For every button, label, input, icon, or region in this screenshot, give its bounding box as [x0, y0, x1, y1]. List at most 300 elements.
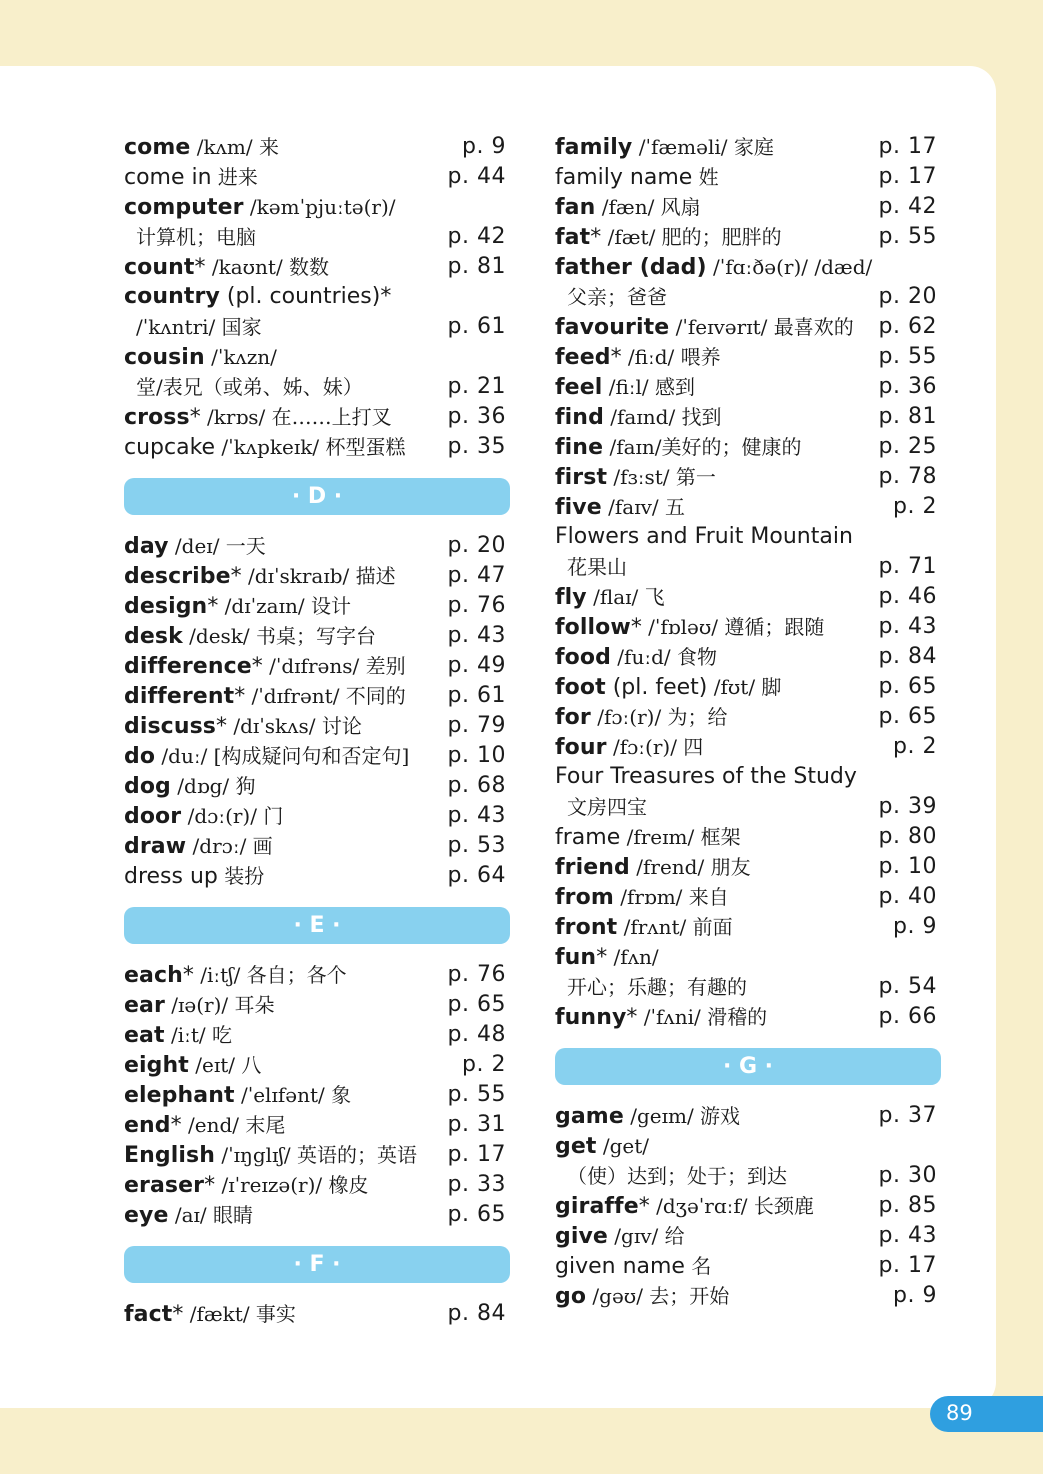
- meaning: 装扮: [217, 864, 265, 888]
- entry-line: [555, 1131, 945, 1161]
- page-reference: p. 20: [447, 533, 506, 558]
- entry-line: [555, 402, 945, 432]
- page-reference: p. 85: [878, 1193, 937, 1218]
- page-reference: p. 40: [878, 884, 937, 909]
- page-reference: p. 39: [878, 794, 937, 819]
- glossary-entry: [555, 732, 945, 762]
- meaning: 描述: [349, 564, 396, 588]
- meaning: 飞: [638, 585, 665, 609]
- section-header: · D ·: [124, 478, 510, 515]
- entry-line: [555, 852, 945, 882]
- page-reference: p. 9: [462, 134, 506, 159]
- meaning: 第一: [669, 465, 716, 489]
- phonetic: /iːt/: [164, 1023, 206, 1047]
- meaning: 八: [235, 1053, 262, 1077]
- phonetic: /fiːl/: [602, 375, 649, 399]
- entry-text: *: [204, 1173, 216, 1198]
- meaning: 来自: [682, 885, 729, 909]
- meaning: 狗: [229, 774, 256, 798]
- phonetic: /fɔː(r)/: [590, 705, 662, 729]
- meaning: 来: [252, 135, 279, 159]
- glossary-entry: [124, 1110, 514, 1140]
- headword: fat: [555, 225, 591, 250]
- meaning: 风扇: [654, 195, 701, 219]
- meaning: （使）达到；处于；到达: [567, 1164, 787, 1188]
- entry-line: [124, 1110, 514, 1140]
- glossary-entry: [555, 372, 945, 402]
- page-reference: p. 55: [447, 1082, 506, 1107]
- headword: fact: [124, 1302, 173, 1327]
- phonetic: /ˈɪŋglɪʃ/: [214, 1143, 291, 1167]
- phonetic: /ɪˈreɪzə(r)/: [215, 1173, 323, 1197]
- phonetic: /ˈfæməli/: [632, 135, 728, 159]
- meaning: 美好的；健康的: [661, 435, 802, 459]
- phonetic: /faɪn/: [603, 435, 662, 459]
- page-reference: p. 47: [447, 563, 506, 588]
- section-header: · F ·: [124, 1246, 510, 1283]
- page-reference: p. 10: [878, 854, 937, 879]
- phonetic: /fæn/: [595, 195, 655, 219]
- meaning: 一天: [219, 534, 266, 558]
- entry-line: [124, 741, 514, 771]
- entry-text: *: [596, 945, 608, 970]
- phonetic: /faɪv/: [601, 495, 659, 519]
- page-reference: p. 66: [878, 1004, 937, 1029]
- page-reference: p. 31: [447, 1112, 506, 1137]
- phonetic: /ɪə(r)/: [164, 993, 229, 1017]
- glossary-entry: [555, 312, 945, 342]
- page-reference: p. 30: [878, 1163, 937, 1188]
- phonetic: /ˈdɪfrənt/: [245, 684, 340, 708]
- phonetic: /frʌnt/: [617, 915, 687, 939]
- entry-line: [124, 561, 514, 591]
- entry-line: [124, 990, 514, 1020]
- entry-line: [555, 252, 945, 282]
- page-reference: p. 48: [447, 1022, 506, 1047]
- headword: front: [555, 915, 618, 940]
- entry-line: [124, 132, 514, 162]
- glossary-entry: [555, 522, 945, 582]
- entry-line: [124, 1080, 514, 1110]
- meaning: 橡皮: [322, 1173, 369, 1197]
- meaning: 滑稽的: [700, 1005, 768, 1029]
- page-reference: p. 62: [878, 314, 937, 339]
- headword: country: [124, 284, 220, 309]
- glossary-entry: [124, 1200, 514, 1230]
- meaning: 去；开始: [642, 1284, 730, 1308]
- headword: discuss: [124, 714, 216, 739]
- phonetic: /frɒm/: [613, 885, 683, 909]
- entry-line: [124, 711, 514, 741]
- headword: end: [124, 1113, 171, 1138]
- headword: game: [555, 1104, 624, 1129]
- meaning: 耳朵: [228, 993, 275, 1017]
- glossary-entry: [124, 1020, 514, 1050]
- meaning: 前面: [686, 915, 733, 939]
- entry-text: family name: [555, 165, 693, 190]
- glossary-entry: [124, 561, 514, 591]
- headword: different: [124, 684, 235, 709]
- headword: friend: [555, 855, 630, 880]
- page-reference: p. 65: [447, 992, 506, 1017]
- entry-line: [555, 732, 945, 762]
- entry-line: [124, 861, 514, 891]
- entry-line: [555, 612, 945, 642]
- page-reference: p. 36: [878, 374, 937, 399]
- meaning: 家庭: [727, 135, 774, 159]
- meaning: 游戏: [693, 1104, 741, 1128]
- page-reference: p. 36: [447, 404, 506, 429]
- page-reference: p. 81: [878, 404, 937, 429]
- phonetic: /dɪˈzaɪn/: [218, 594, 305, 618]
- phonetic: /kʌm/: [190, 135, 253, 159]
- glossary-entry: [555, 822, 945, 852]
- headword: English: [124, 1143, 215, 1168]
- meaning: 朋友: [704, 855, 751, 879]
- meaning: 文房四宝: [567, 795, 647, 819]
- entry-text: come in: [124, 165, 212, 190]
- page-reference: p. 54: [878, 974, 937, 999]
- page-reference: p. 42: [447, 224, 506, 249]
- glossary-entry: [555, 462, 945, 492]
- meaning: 找到: [675, 405, 722, 429]
- meaning: 最喜欢的: [767, 315, 854, 339]
- page-reference: p. 64: [447, 863, 506, 888]
- page-reference: p. 49: [447, 653, 506, 678]
- meaning: 国家: [215, 315, 262, 339]
- page-reference: p. 42: [878, 194, 937, 219]
- entry-text: *: [215, 714, 227, 739]
- glossary-entry: [555, 702, 945, 732]
- phonetic: /ˈfɑːðə(r)/ /dæd/: [706, 255, 873, 279]
- page-number: 89: [946, 1401, 973, 1425]
- phonetic: /fuːd/: [610, 645, 671, 669]
- phonetic: /ˈfeɪvərɪt/: [669, 315, 768, 339]
- page-reference: p. 84: [447, 1301, 506, 1326]
- entry-text: *: [234, 684, 246, 709]
- entry-text: *: [194, 255, 206, 280]
- entry-line: [555, 792, 945, 822]
- headword: foot: [555, 675, 606, 700]
- entry-line: [555, 702, 945, 732]
- page-reference: p. 65: [878, 704, 937, 729]
- phonetic: /end/: [181, 1113, 239, 1137]
- meaning: 名: [684, 1254, 712, 1278]
- meaning: 感到: [648, 375, 696, 399]
- page-reference: p. 2: [462, 1052, 506, 1077]
- page-reference: p. 43: [447, 623, 506, 648]
- entry-line: [124, 1140, 514, 1170]
- meaning: 眼睛: [206, 1203, 253, 1227]
- entry-line: [124, 621, 514, 651]
- entry-text: *: [230, 564, 242, 589]
- phonetic: /ˈdɪfrəns/: [262, 654, 360, 678]
- entry-line: [124, 531, 514, 561]
- entry-line: [555, 492, 945, 522]
- glossary-entry: [124, 342, 514, 402]
- meaning: 姓: [692, 165, 719, 189]
- glossary-entry: [555, 402, 945, 432]
- entry-line: [124, 222, 514, 252]
- glossary-entry: [555, 432, 945, 462]
- phonetic: /dɪˈskʌs/: [226, 714, 316, 738]
- entry-text: *: [170, 1113, 182, 1138]
- phonetic: /deɪ/: [168, 534, 220, 558]
- headword: eight: [124, 1053, 189, 1078]
- meaning: 肥的；肥胖的: [655, 225, 782, 249]
- entry-text: *: [638, 1194, 650, 1219]
- headword: computer: [124, 195, 244, 220]
- phonetic: /gɪv/: [607, 1224, 659, 1248]
- glossary-column-right: [555, 132, 945, 1311]
- meaning: 各自；各个: [240, 963, 347, 987]
- entry-line: [555, 942, 945, 972]
- headword: do: [124, 744, 156, 769]
- meaning: 英语的；英语: [290, 1143, 417, 1167]
- phonetic: /fʊt/: [707, 675, 756, 699]
- entry-line: [124, 342, 514, 372]
- phonetic: /dɒg/: [170, 774, 230, 798]
- headword: favourite: [555, 315, 670, 340]
- headword: food: [555, 645, 611, 670]
- glossary-entry: [124, 651, 514, 681]
- glossary-entry: [555, 1101, 945, 1131]
- page-reference: p. 21: [447, 374, 506, 399]
- headword: count: [124, 255, 195, 280]
- glossary-entry: [555, 1002, 945, 1032]
- entry-line: [124, 372, 514, 402]
- phonetic: /ˈkʌntri/: [136, 315, 216, 339]
- headword: fine: [555, 435, 604, 460]
- glossary-entry: [124, 432, 514, 462]
- meaning: 五: [658, 495, 685, 519]
- glossary-entry: [555, 252, 945, 312]
- meaning: 不同的: [339, 684, 406, 708]
- glossary-entry: [124, 1140, 514, 1170]
- page-reference: p. 53: [447, 833, 506, 858]
- entry-line: [124, 192, 514, 222]
- headword: eat: [124, 1023, 165, 1048]
- meaning: 书桌；写字台: [249, 624, 377, 648]
- headword: desk: [124, 624, 183, 649]
- entry-text: *: [172, 1302, 184, 1327]
- glossary-entry: [555, 852, 945, 882]
- meaning: 父亲；爸爸: [567, 285, 667, 309]
- glossary-entry: [124, 162, 514, 192]
- page-reference: p. 76: [447, 962, 506, 987]
- glossary-entry: [124, 801, 514, 831]
- entry-line: [124, 831, 514, 861]
- entry-line: [124, 591, 514, 621]
- entry-text: *: [251, 654, 263, 679]
- glossary-entry: [555, 222, 945, 252]
- entry-text: cupcake: [124, 435, 216, 460]
- entry-line: [555, 312, 945, 342]
- headword: four: [555, 735, 607, 760]
- phonetic: /drɔː/: [186, 834, 247, 858]
- entry-text: *: [207, 594, 219, 619]
- page-reference: p. 17: [878, 134, 937, 159]
- meaning: 事实: [249, 1302, 296, 1326]
- meaning: 进来: [211, 165, 258, 189]
- glossary-entry: [124, 252, 514, 282]
- page-reference: p. 55: [878, 224, 937, 249]
- phonetic: /ˈkʌzn/: [204, 345, 277, 369]
- glossary-entry: [124, 531, 514, 561]
- headword: go: [555, 1284, 587, 1309]
- phonetic: /fæt/: [601, 225, 656, 249]
- headword: ear: [124, 993, 165, 1018]
- page-reference: p. 65: [447, 1202, 506, 1227]
- glossary-entry: [555, 1251, 945, 1281]
- phonetic: /kaʊnt/: [205, 255, 283, 279]
- entry-text: *: [590, 225, 602, 250]
- entry-line: [555, 282, 945, 312]
- page-reference: p. 46: [878, 584, 937, 609]
- page-reference: p. 17: [447, 1142, 506, 1167]
- headword: giraffe: [555, 1194, 639, 1219]
- glossary-entry: [555, 642, 945, 672]
- glossary-entry: [555, 1131, 945, 1191]
- entry-line: [555, 912, 945, 942]
- headword: father (dad): [555, 255, 707, 280]
- headword: door: [124, 804, 182, 829]
- entry-line: [555, 552, 945, 582]
- glossary-entry: [124, 771, 514, 801]
- headword: come: [124, 135, 191, 160]
- page-reference: p. 43: [878, 1223, 937, 1248]
- phonetic: /fʌn/: [607, 945, 659, 969]
- entry-line: [124, 1020, 514, 1050]
- phonetic: /fiːd/: [621, 345, 675, 369]
- entry-text: frame: [555, 825, 621, 850]
- entry-line: [124, 432, 514, 462]
- meaning: 遵循；跟随: [717, 615, 825, 639]
- meaning: 画: [246, 834, 273, 858]
- phonetic: /kəmˈpjuːtə(r)/: [243, 195, 396, 219]
- glossary-entry: [124, 282, 514, 342]
- phonetic: /dɔː(r)/: [181, 804, 257, 828]
- headword: follow: [555, 615, 631, 640]
- meaning: 框架: [694, 825, 741, 849]
- headword: from: [555, 885, 614, 910]
- phonetic: /ˈkʌpkeɪk/: [215, 435, 320, 459]
- page-reference: p. 17: [878, 1253, 937, 1278]
- meaning: 为；给: [661, 705, 728, 729]
- page-reference: p. 71: [878, 554, 937, 579]
- entry-line: [124, 801, 514, 831]
- glossary-entry: [124, 861, 514, 891]
- glossary-entry: [124, 681, 514, 711]
- page-reference: p. 10: [447, 743, 506, 768]
- entry-line: [555, 1221, 945, 1251]
- headword: give: [555, 1224, 608, 1249]
- headword: funny: [555, 1005, 627, 1030]
- meaning: 喂养: [674, 345, 721, 369]
- glossary-entry: [124, 960, 514, 990]
- entry-line: [124, 681, 514, 711]
- meaning: 数数: [282, 255, 330, 279]
- phonetic: /faɪnd/: [603, 405, 676, 429]
- entry-line: [555, 162, 945, 192]
- page-reference: p. 9: [893, 1283, 937, 1308]
- glossary-entry: [555, 912, 945, 942]
- phonetic: /fɔː(r)/: [606, 735, 677, 759]
- page-reference: p. 33: [447, 1172, 506, 1197]
- glossary-entry: [124, 741, 514, 771]
- headword: dog: [124, 774, 171, 799]
- headword: eye: [124, 1203, 169, 1228]
- headword: get: [555, 1134, 597, 1159]
- glossary-entry: [555, 582, 945, 612]
- page-reference: p. 17: [878, 164, 937, 189]
- entry-line: [124, 1299, 514, 1329]
- meaning: 末尾: [239, 1113, 286, 1137]
- entry-line: [555, 822, 945, 852]
- glossary-entry: [124, 621, 514, 651]
- headword: for: [555, 705, 591, 730]
- headword: day: [124, 534, 169, 559]
- entry-line: [555, 1251, 945, 1281]
- meaning: 差别: [359, 654, 406, 678]
- page-reference: p. 65: [878, 674, 937, 699]
- meaning: 吃: [205, 1023, 232, 1047]
- entry-line: [555, 1191, 945, 1221]
- page-reference: p. 84: [878, 644, 937, 669]
- headword: eraser: [124, 1173, 205, 1198]
- page-reference: p. 78: [878, 464, 937, 489]
- meaning: 脚: [755, 675, 782, 699]
- headword: find: [555, 405, 604, 430]
- phonetic: /gəʊ/: [586, 1284, 643, 1308]
- headword: each: [124, 963, 183, 988]
- glossary-entry: [124, 1299, 514, 1329]
- section-header: · E ·: [124, 907, 510, 944]
- phonetic: /get/: [596, 1134, 650, 1158]
- entry-text: Flowers and Fruit Mountain: [555, 524, 853, 549]
- glossary-entry: [555, 1281, 945, 1311]
- glossary-entry: [124, 831, 514, 861]
- entry-text: (pl. countries)*: [219, 284, 392, 309]
- glossary-entry: [555, 1221, 945, 1251]
- glossary-entry: [555, 192, 945, 222]
- glossary-entry: [124, 1050, 514, 1080]
- entry-line: [555, 972, 945, 1002]
- entry-text: *: [610, 345, 622, 370]
- headword: fan: [555, 195, 596, 220]
- meaning: 在……上打叉: [265, 405, 392, 429]
- glossary-entry: [124, 990, 514, 1020]
- entry-text: Four Treasures of the Study: [555, 764, 857, 789]
- page-reference: p. 25: [878, 434, 937, 459]
- entry-text: given name: [555, 1254, 685, 1279]
- entry-line: [124, 1200, 514, 1230]
- page-reference: p. 44: [447, 164, 506, 189]
- meaning: [构成疑问句和否定句]: [207, 744, 410, 768]
- headword: difference: [124, 654, 252, 679]
- entry-text: *: [630, 615, 642, 640]
- glossary-column-left: [124, 132, 514, 1329]
- phonetic: /frend/: [629, 855, 705, 879]
- phonetic: /krɒs/: [200, 405, 266, 429]
- entry-line: [555, 522, 945, 552]
- entry-line: [555, 192, 945, 222]
- section-header: · G ·: [555, 1048, 941, 1085]
- entry-line: [555, 342, 945, 372]
- entry-line: [124, 1170, 514, 1200]
- meaning: 四: [676, 735, 704, 759]
- page-reference: p. 55: [878, 344, 937, 369]
